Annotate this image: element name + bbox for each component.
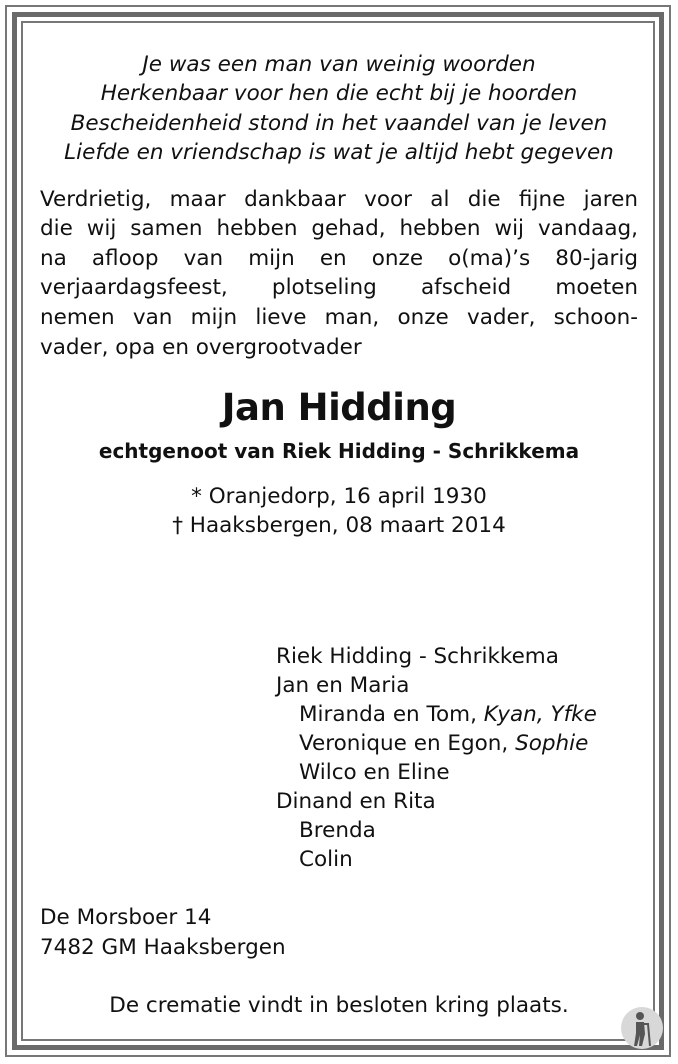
family-member: Wilco en Eline [299,760,450,785]
family-member: Dinand en Rita [276,789,436,814]
poem-line: Je was een man van weinig woorden [142,52,536,77]
announcement-content [40,50,638,540]
family-member-names: Veronique en Egon, [299,731,516,756]
address-city: 7482 GM Haaksbergen [40,935,286,960]
family-list [276,642,597,874]
spouse-line: echtgenoot van Riek Hidding - Schrikkema [98,439,580,464]
family-member: Jan en Maria [276,673,410,698]
poem-line: Herkenbaar voor hen die echt bij je hoorden [100,81,578,107]
family-member: Riek Hidding - Schrikkema [276,644,559,669]
family-member [276,700,597,729]
great-grandchildren: Sophie [515,731,589,756]
intro-line: na afloop van mijn en onze o(ma)’s 80-jarig [40,245,638,271]
death-date: † Haaksbergen, 08 maart 2014 [172,513,506,539]
address-block [40,903,286,963]
intro-line: nemen van mijn lieve man, onze vader, schoon- [40,305,638,330]
closing-line: De crematie vindt in besloten kring plaats. [109,993,569,1018]
intro-line: Verdrietig, maar dankbaar voor al die fijne jaren [40,186,638,212]
address-street: De Morsboer 14 [40,905,212,930]
family-member: Brenda [299,818,376,843]
intro-line: verjaardagsfeest, plotseling afscheid moeten [40,275,638,301]
family-member: Colin [299,847,353,872]
poem-line: Bescheidenheid stond in het vaandel van je leven [70,110,608,136]
intro-line: vader, opa en overgrootvader [40,334,362,360]
deceased-name: Jan Hidding [221,386,457,430]
person-with-cane-icon [620,1006,664,1050]
intro-text [40,185,638,363]
family-member [276,729,597,758]
family-member-names: Miranda en Tom, [299,702,484,727]
life-dates [40,482,638,540]
poem-line: Liefde en vriendschap is wat je altijd hebt gegeven [64,140,614,166]
birth-date: * Oranjedorp, 16 april 1930 [191,484,487,510]
great-grandchildren: Kyan, Yfke [483,702,597,727]
intro-line: die wij samen hebben gehad, hebben wij vandaag, [40,216,638,242]
poem [40,50,638,168]
